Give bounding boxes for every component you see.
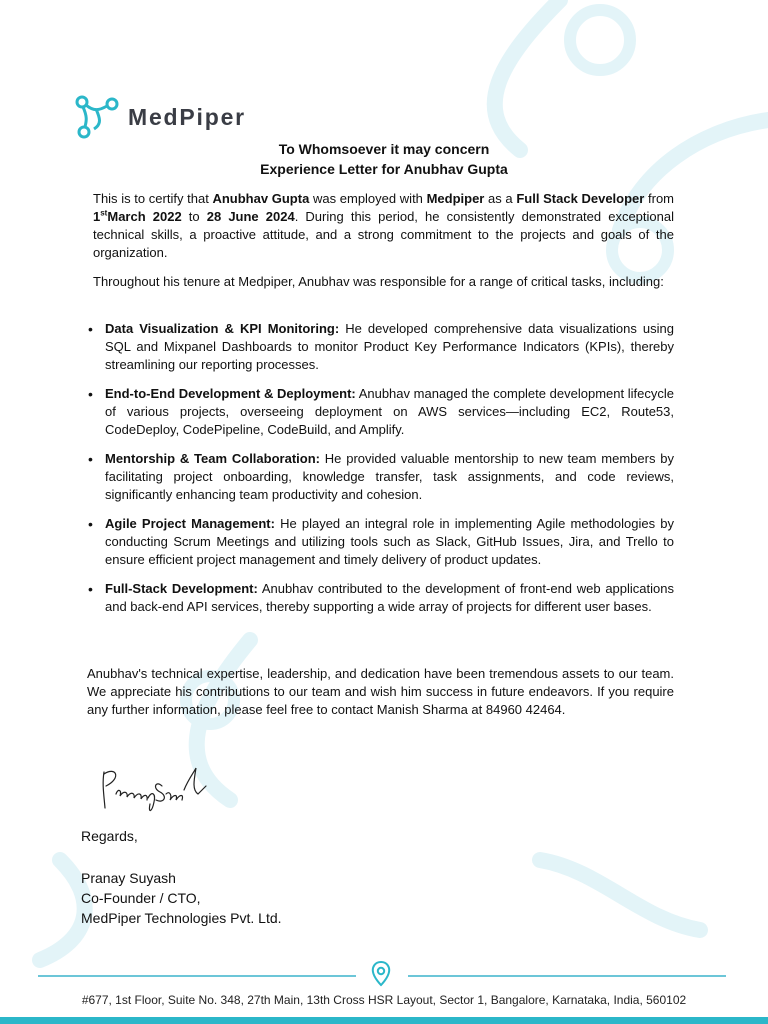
- tenure-paragraph: Throughout his tenure at Medpiper, Anubhav was responsible for a range of critical tasks, including:: [93, 274, 664, 289]
- signatory-title: Co-Founder / CTO,: [81, 890, 201, 906]
- footer-accent-bar: [0, 1017, 768, 1024]
- medpiper-logo-icon: [72, 94, 122, 140]
- list-item: • Mentorship & Team Collaboration: He provided valuable mentorship to new team members by facilitating project onboarding, knowledge transfer, task assignments, and code reviews, significantly enhancing team productivity and cohesion.: [88, 450, 674, 504]
- end-date: 28 June 2024: [206, 209, 295, 224]
- sign-off-regards: Regards,: [81, 828, 138, 844]
- closing-paragraph: Anubhav's technical expertise, leadership, and dedication have been tremendous assets to our team. We appreciate his contributions to our team and wish him success in future endeavors. If you require any further information, please feel free to contact Manish Sharma at 84960 42464.: [87, 666, 674, 717]
- list-item: • Agile Project Management: He played an integral role in implementing Agile methodologies by conducting Scrum Meetings and utilizing tools such as Slack, GitHub Issues, Jira, and Trello to ensure efficient project management and timely delivery of product updates.: [88, 515, 674, 569]
- footer-divider-left: [38, 975, 356, 977]
- company-logo: [72, 94, 246, 140]
- signatory-company: MedPiper Technologies Pvt. Ltd.: [81, 910, 282, 926]
- letter-subject: Experience Letter for Anubhav Gupta: [260, 161, 508, 177]
- letter-heading: To Whomsoever it may concern: [278, 141, 490, 157]
- employer-name: Medpiper: [426, 191, 485, 206]
- handwritten-signature: [98, 760, 208, 816]
- list-item: • Full-Stack Development: Anubhav contributed to the development of front-end web applications and back-end API services, thereby supporting a wide array of projects for different user bases.: [88, 580, 674, 616]
- responsibilities-list: [88, 320, 674, 627]
- logo-wordmark: MedPiper: [128, 103, 246, 130]
- job-role: Full Stack Developer: [516, 191, 645, 206]
- employee-name: Anubhav Gupta: [212, 191, 310, 206]
- intro-paragraph: This is to certify that Anubhav Gupta was employed with Medpiper as a Full Stack Developer from 1stMarch 2022 to 28 June 2024. During this period, he consistently demonstrated exceptional technical skills, a proactive attitude, and a strong commitment to the projects and goals of the organization.: [93, 191, 675, 260]
- signatory-name: Pranay Suyash: [81, 870, 176, 886]
- location-pin-icon: [371, 960, 391, 988]
- footer-divider-right: [408, 975, 726, 977]
- list-item: • End-to-End Development & Deployment: Anubhav managed the complete development lifecycle of various projects, overseeing deployment on AWS services—including EC2, Route53, CodeDeploy, CodePipeline, CodeBuild, and Amplify.: [88, 385, 674, 439]
- company-address: #677, 1st Floor, Suite No. 348, 27th Main, 13th Cross HSR Layout, Sector 1, Bangalore, Karnataka, India, 560102: [81, 993, 687, 1007]
- list-item: • Data Visualization & KPI Monitoring: He developed comprehensive data visualizations using SQL and Mixpanel Dashboards to monitor Product Key Performance Indicators (KPIs), thereby streamlining our reporting processes.: [88, 320, 674, 374]
- start-date: 1stMarch 2022: [93, 208, 182, 224]
